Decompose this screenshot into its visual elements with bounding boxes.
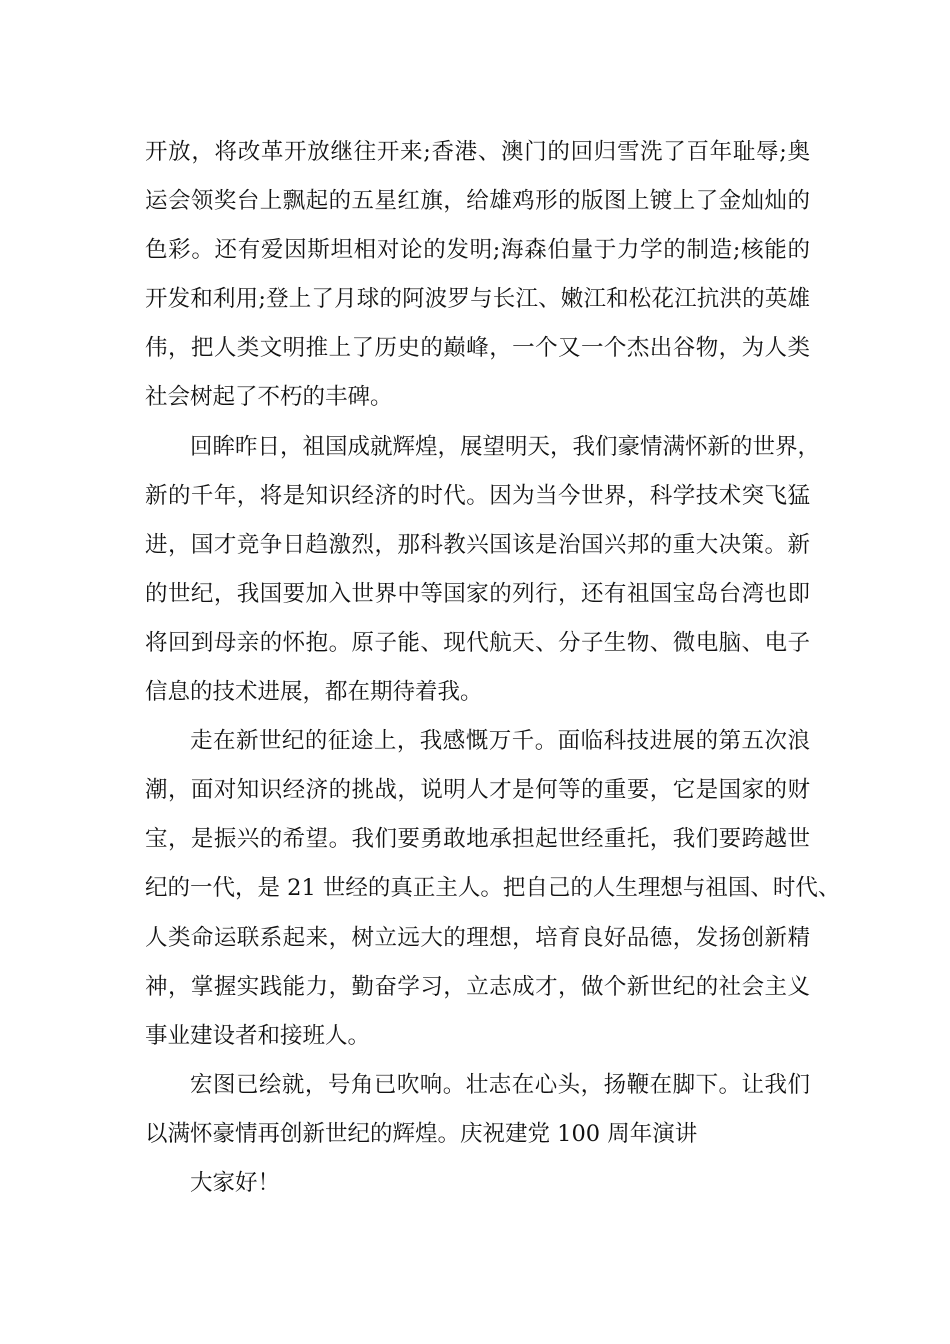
text-line: 宏图已绘就，号角已吹响。壮志在心头，扬鞭在脚下。让我们 — [190, 1071, 810, 1098]
text-line: 走在新世纪的征途上，我感慨万千。面临科技进展的第五次浪 — [190, 728, 810, 755]
paragraph-5 — [145, 1159, 810, 1208]
text-line: 新的千年，将是知识经济的时代。因为当今世界，科学技术突飞猛 — [145, 482, 810, 509]
paragraph-2 — [145, 423, 821, 718]
text-line: 将回到母亲的怀抱。原子能、现代航天、分子生物、微电脑、电子 — [145, 629, 810, 656]
paragraph-1 — [145, 128, 810, 423]
text-line: 以满怀豪情再创新世纪的辉煌。庆祝建党 100 周年演讲 — [145, 1120, 698, 1147]
text-line: 人类命运联系起来，树立远大的理想，培育良好品德，发扬创新精 — [145, 924, 810, 951]
text-line: 宝，是振兴的希望。我们要勇敢地承担起世经重托，我们要跨越世 — [145, 826, 810, 853]
paragraph-4 — [145, 1061, 810, 1159]
text-line: 开放，将改革开放继往开来;香港、澳门的回归雪洗了百年耻辱;奥 — [145, 139, 810, 165]
text-line: 纪的一代，是 21 世经的真正主人。把自己的人生理想与祖国、时代、 — [145, 875, 841, 902]
text-line: 的世纪，我国要加入世界中等国家的列行，还有祖国宝岛台湾也即 — [145, 580, 810, 607]
text-line: 事业建设者和接班人。 — [145, 1022, 371, 1049]
text-line: 伟，把人类文明推上了历史的巅峰，一个又一个杰出谷物，为人类 — [145, 335, 810, 362]
document-page — [145, 128, 841, 1208]
text-line: 色彩。还有爱因斯坦相对论的发明;海森伯量于力学的制造;核能的 — [145, 237, 810, 264]
text-line: 神，掌握实践能力，勤奋学习，立志成才，做个新世纪的社会主义 — [145, 973, 810, 1000]
text-line: 开发和利用;登上了月球的阿波罗与长江、嫩江和松花江抗洪的英雄 — [145, 286, 810, 313]
text-line: 运会领奖台上飘起的五星红旗，给雄鸡形的版图上镀上了金灿灿的 — [145, 188, 810, 215]
text-line: 社会树起了不朽的丰碑。 — [145, 384, 393, 411]
text-line: 回眸昨日，祖国成就辉煌，展望明天，我们豪情满怀新的世界， — [190, 433, 821, 460]
text-line: 大家好！ — [190, 1169, 281, 1196]
text-line: 进，国才竞争日趋激烈，那科教兴国该是治国兴邦的重大决策。新 — [145, 531, 810, 558]
text-line: 潮，面对知识经济的挑战，说明人才是何等的重要，它是国家的财 — [145, 777, 810, 804]
text-line: 信息的技术进展，都在期待着我。 — [145, 679, 483, 706]
paragraph-3 — [145, 717, 841, 1061]
